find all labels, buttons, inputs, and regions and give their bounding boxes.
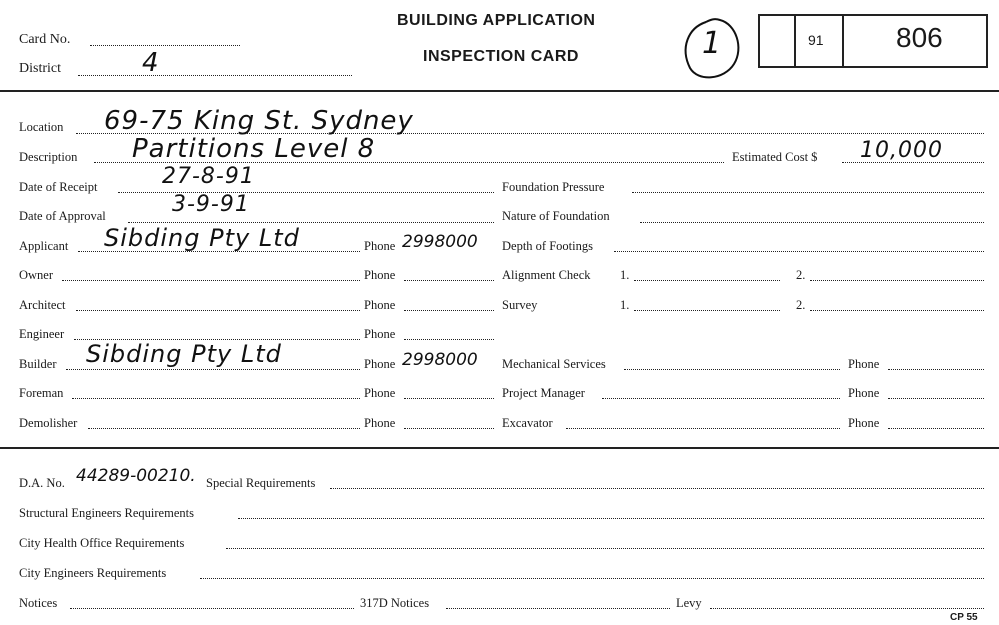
notices-317d-label: 317D Notices: [360, 596, 430, 610]
engineer-label: Engineer: [19, 327, 65, 341]
alignment-check-label: Alignment Check: [502, 268, 591, 282]
card-no-label: Card No.: [19, 32, 71, 47]
estimated-cost-value: 10,000: [860, 138, 943, 163]
excavator-phone-label: Phone: [848, 416, 880, 430]
divider-top: [0, 90, 999, 92]
applicant-phone-value: 2998000: [402, 232, 478, 252]
alignment-check-1-label: 1.: [620, 268, 630, 282]
date-receipt-value: 27-8-91: [162, 164, 255, 189]
project-manager-label: Project Manager: [502, 386, 585, 400]
card-no-line: [90, 45, 240, 46]
date-receipt-label: Date of Receipt: [19, 180, 98, 194]
description-label: Description: [19, 150, 78, 164]
architect-label: Architect: [19, 298, 66, 312]
form-code: CP 55: [950, 612, 978, 623]
foreman-phone-label: Phone: [364, 386, 396, 400]
location-value: 69-75 King St. Sydney: [104, 106, 414, 136]
depth-footings-label: Depth of Footings: [502, 239, 593, 253]
survey-2-label: 2.: [796, 298, 806, 312]
survey-label: Survey: [502, 298, 538, 312]
foundation-pressure-label: Foundation Pressure: [502, 180, 605, 194]
excavator-label: Excavator: [502, 416, 553, 430]
builder-phone-value: 2998000: [402, 350, 478, 370]
mechanical-phone-label: Phone: [848, 357, 880, 371]
date-approval-label: Date of Approval: [19, 209, 106, 223]
structural-requirements-label: Structural Engineers Requirements: [19, 506, 194, 520]
da-no-value: 44289-00210.: [76, 466, 196, 486]
demolisher-label: Demolisher: [19, 416, 78, 430]
box-small-value: 91: [808, 32, 824, 48]
owner-phone-label: Phone: [364, 268, 396, 282]
nature-foundation-label: Nature of Foundation: [502, 209, 610, 223]
card-number-box: [758, 14, 988, 68]
date-approval-value: 3-9-91: [172, 192, 250, 217]
title-line2: INSPECTION CARD: [423, 48, 579, 65]
circled-mark-digit: 1: [702, 26, 723, 61]
location-label: Location: [19, 120, 64, 134]
owner-label: Owner: [19, 268, 54, 282]
da-no-label: D.A. No.: [19, 476, 65, 490]
architect-phone-label: Phone: [364, 298, 396, 312]
applicant-phone-label: Phone: [364, 239, 396, 253]
box-large-value: 806: [896, 22, 943, 53]
district-label: District: [19, 61, 61, 76]
district-line: [78, 75, 352, 76]
alignment-check-2-label: 2.: [796, 268, 806, 282]
mechanical-services-label: Mechanical Services: [502, 357, 606, 371]
description-value: Partitions Level 8: [132, 134, 376, 164]
applicant-label: Applicant: [19, 239, 69, 253]
applicant-value: Sibding Pty Ltd: [104, 224, 300, 252]
notices-label: Notices: [19, 596, 58, 610]
survey-1-label: 1.: [620, 298, 630, 312]
divider-middle: [0, 447, 999, 449]
builder-phone-label: Phone: [364, 357, 396, 371]
levy-label: Levy: [676, 596, 702, 610]
district-value: 4: [142, 48, 160, 78]
city-engineers-requirements-label: City Engineers Requirements: [19, 566, 167, 580]
project-manager-phone-label: Phone: [848, 386, 880, 400]
engineer-phone-label: Phone: [364, 327, 396, 341]
builder-label: Builder: [19, 357, 57, 371]
foreman-label: Foreman: [19, 386, 64, 400]
health-requirements-label: City Health Office Requirements: [19, 536, 185, 550]
demolisher-phone-label: Phone: [364, 416, 396, 430]
title-line1: BUILDING APPLICATION: [397, 12, 596, 29]
estimated-cost-label: Estimated Cost $: [732, 150, 818, 164]
builder-value: Sibding Pty Ltd: [86, 340, 282, 368]
special-requirements-label: Special Requirements: [206, 476, 316, 490]
